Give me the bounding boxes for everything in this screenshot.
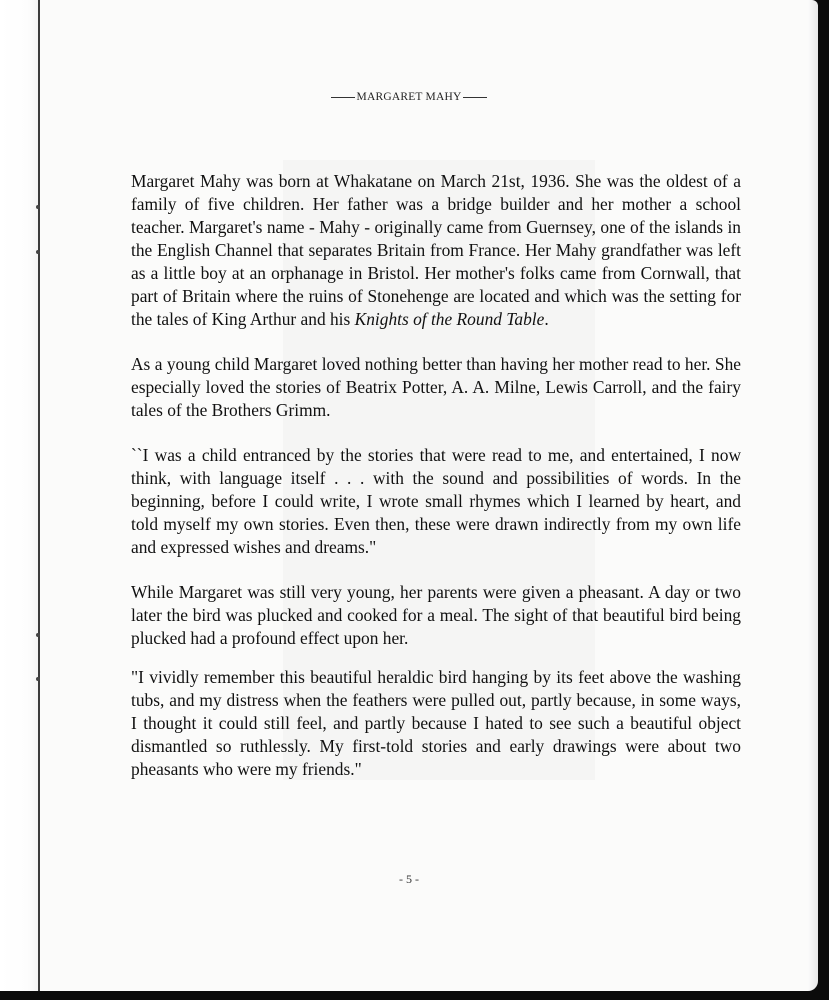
paragraph-quote-words: ``I was a child entranced by the stories that were read to me, and entertained, I now think, with language itself . . . with the sound and possibilities of words. In the beginning, before I could write, I wrote small rhymes which I learned by heart, and told myself my own stories. Even then, these were drawn indirectly from my own life and expressed wishes and dreams." [131,445,741,557]
paragraph-birth-text: Margaret Mahy was born at Whakatane on March 21st, 1936. She was the oldest of a family of five children. Her father was a bridge builder and her mother a school teacher. Margaret's name - Mahy - originally came from Guernsey, one of the islands in the English Channel that separates Britain from France. Her Mahy grandfather was left as a little boy at an orphanage in Bristol. Her mother's folks came from Cornwall, that part of Britain where the ruins of Stonehenge are located and which was the setting for the tales of King Arthur and his [131,171,741,329]
binding-dot [36,250,40,254]
binding-dot [36,677,40,681]
paragraph-quote-pheasant: "I vividly remember this beautiful heraldic bird hanging by its feet above the washing tubs, and my distress when the feathers were pulled out, partly because, in some ways, I thought it could still feel, and partly because I hated to see such a beautiful object dismantled so ruthlessly. My first-told stories and early drawings were about two pheasants who were my friends." [131,667,741,779]
page-number: - 5 - [399,872,419,886]
binding-fold-line [38,0,40,991]
page-edge-shadow [808,0,818,991]
paragraph-childhood: As a young child Margaret loved nothing better than having her mother read to her. She especially loved the stories of Beatrix Potter, A. A. Milne, Lewis Carroll, and the fairy tales of the Brothers Grimm. [131,354,741,420]
paragraph-birth [131,170,741,331]
header-rule-right [463,97,487,98]
running-head-text: MARGARET MAHY [356,91,462,103]
body-text [131,170,741,803]
page-spine [0,0,40,991]
book-title-italic: Knights of the Round Table [354,309,545,329]
paragraph-pheasant: While Margaret was still very young, her parents were given a pheasant. A day or two later the bird was plucked and cooked for a meal. The sight of that beautiful bird being plucked had a profound effect upon her. [131,582,741,648]
running-head [0,91,818,103]
header-rule-left [331,97,355,98]
binding-dot [36,633,40,637]
binding-dot [36,205,40,209]
paragraph-birth-end: . [544,309,549,329]
